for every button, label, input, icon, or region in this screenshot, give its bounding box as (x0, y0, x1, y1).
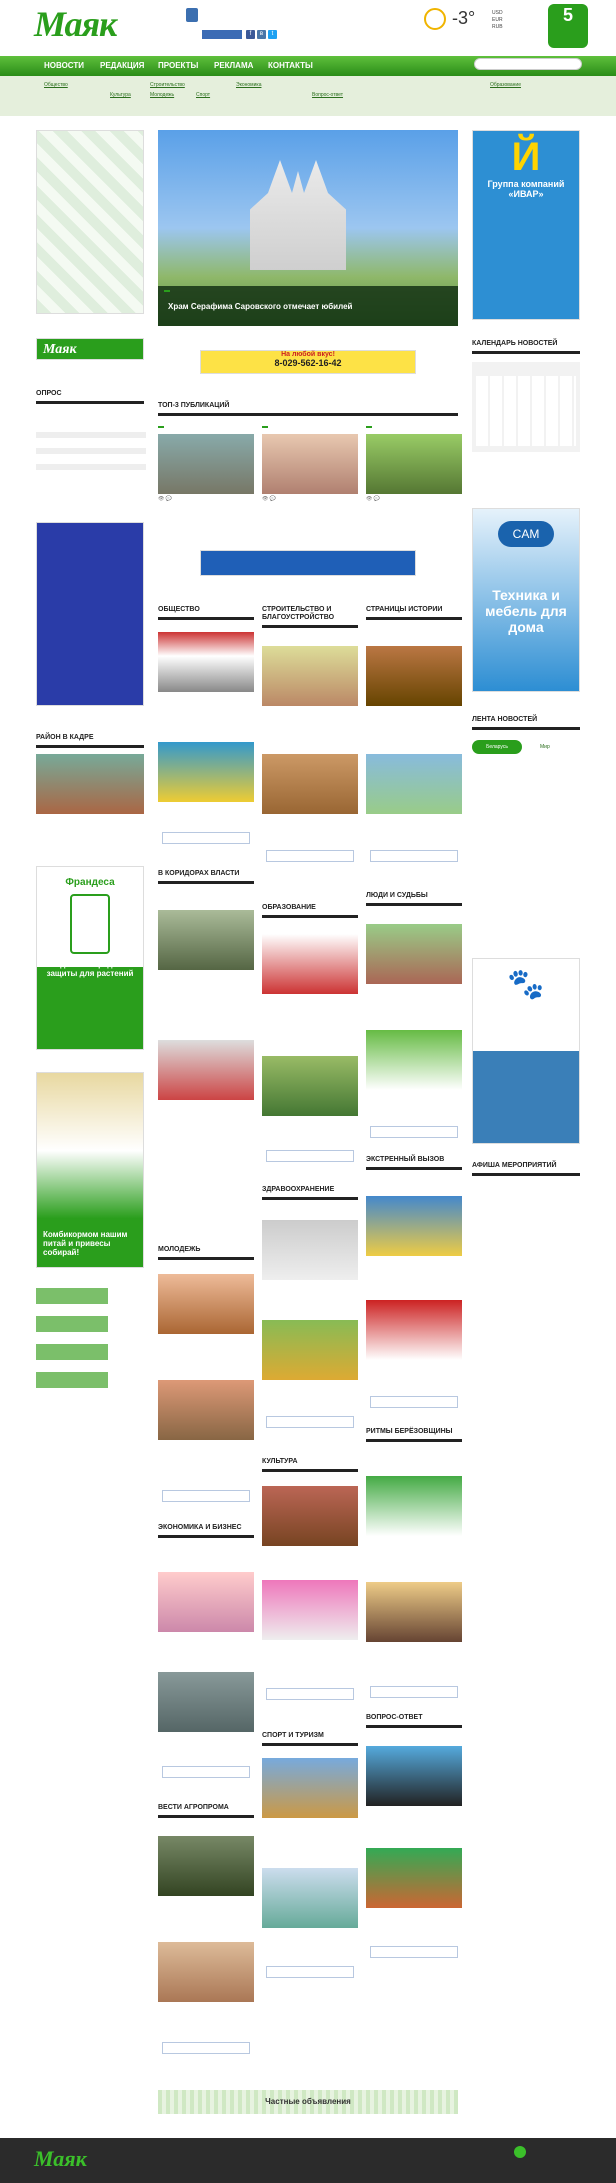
section-title[interactable]: В КОРИДОРАХ ВЛАСТИ (158, 870, 254, 884)
phone-ad-number: 8-029-562-16-42 (274, 358, 342, 368)
ivar-name: Группа компаний «ИВАР» (487, 179, 565, 199)
facebook-icon[interactable]: f (246, 30, 255, 39)
nav-item-editorial[interactable]: РЕДАКЦИЯ (100, 61, 145, 70)
site-footer (0, 2138, 616, 2183)
news-card[interactable] (366, 1196, 462, 1258)
section-title[interactable]: ВОПРОС-ОТВЕТ (366, 1714, 462, 1728)
featured-slider[interactable] (158, 130, 458, 326)
more-button[interactable] (162, 2042, 250, 2054)
subnav-item[interactable]: Спорт (196, 92, 211, 98)
poll-title: ОПРОС (36, 390, 144, 404)
poll-option[interactable] (36, 480, 146, 486)
section-title[interactable]: ЛЮДИ И СУДЬБЫ (366, 892, 462, 906)
anniversary-badge[interactable]: 5 (548, 4, 588, 48)
card-image[interactable] (366, 434, 462, 494)
news-card[interactable] (366, 924, 462, 986)
news-calendar[interactable] (472, 362, 580, 452)
feed-banner[interactable] (36, 1072, 144, 1268)
rate-rub: RUB (492, 24, 503, 30)
sun-icon (424, 8, 446, 30)
category-nav (0, 76, 616, 116)
footer-logo[interactable]: Маяк (34, 2146, 87, 2171)
more-button[interactable] (370, 1126, 458, 1138)
canister-icon (70, 894, 110, 954)
district-photo[interactable] (36, 754, 144, 814)
card-tag[interactable] (158, 426, 164, 428)
more-button[interactable] (370, 1946, 458, 1958)
news-card[interactable] (366, 1746, 462, 1808)
frandesa-banner[interactable] (36, 866, 144, 1050)
slider-tag (164, 290, 170, 292)
service-banner[interactable] (200, 550, 416, 576)
news-card[interactable] (158, 1942, 254, 2004)
news-card[interactable] (158, 1274, 254, 1336)
partner-links[interactable] (36, 1282, 108, 1394)
private-ads-bar[interactable]: Частные объявления (158, 2090, 458, 2114)
card-tag[interactable] (262, 426, 268, 428)
section-title[interactable]: ОБЩЕСТВО (158, 606, 254, 620)
card-meta: 👁 💬 (262, 496, 276, 502)
top3-card[interactable] (366, 426, 462, 502)
section-title[interactable]: КУЛЬТУРА (262, 1458, 358, 1472)
more-button[interactable] (266, 1688, 354, 1700)
temperature: -3° (452, 8, 476, 28)
more-button[interactable] (370, 1686, 458, 1698)
more-button[interactable] (162, 1490, 250, 1502)
news-card[interactable] (366, 754, 462, 816)
calendar-month (472, 362, 580, 366)
frandesa-logo: Франдеса (65, 877, 115, 888)
card-image[interactable] (158, 434, 254, 494)
church-illustration (238, 160, 358, 270)
section-title[interactable]: ОБРАЗОВАНИЕ (262, 904, 358, 918)
section-title[interactable]: СТРОИТЕЛЬСТВО И БЛАГОУСТРОЙСТВО (262, 606, 358, 628)
subnav-item[interactable]: Культура (110, 92, 131, 98)
news-card[interactable] (158, 1672, 254, 1734)
card-image[interactable] (262, 434, 358, 494)
vk-icon[interactable]: в (257, 30, 266, 39)
section-title[interactable]: РИТМЫ БЕРЁЗОВЩИНЫ (366, 1428, 462, 1442)
subnav-item[interactable]: Общество (44, 82, 68, 88)
section-title[interactable]: ВЕСТИ АГРОПРОМА (158, 1804, 254, 1818)
news-card[interactable] (262, 754, 358, 816)
news-card[interactable] (262, 1220, 358, 1282)
section-title[interactable]: ЗДРАВООХРАНЕНИЕ (262, 1186, 358, 1200)
subnav-item[interactable]: Молодежь (150, 92, 175, 98)
developer-icon (514, 2146, 526, 2158)
news-card[interactable] (158, 1040, 254, 1102)
subnav-item[interactable]: Вопрос-ответ (312, 92, 344, 98)
section-title[interactable]: ЭКСТРЕННЫЙ ВЫЗОВ (366, 1156, 462, 1170)
section-title[interactable]: ЭКОНОМИКА И БИЗНЕС (158, 1524, 254, 1538)
news-card[interactable] (158, 1380, 254, 1442)
more-button[interactable] (266, 1416, 354, 1428)
nav-item-contacts[interactable]: КОНТАКТЫ (268, 61, 313, 70)
rate-usd: USD (492, 10, 503, 16)
card-tag[interactable] (366, 426, 372, 428)
news-card[interactable] (262, 646, 358, 708)
news-card[interactable] (262, 1486, 358, 1548)
belkel-banner[interactable] (472, 958, 580, 1144)
tab-world[interactable]: Мир (540, 744, 550, 750)
crest-icon (186, 8, 198, 22)
paw-icon: 🐾 (507, 968, 545, 1001)
news-card[interactable] (262, 1580, 358, 1642)
nav-item-projects[interactable]: ПРОЕКТЫ (158, 61, 199, 70)
news-card[interactable] (262, 1868, 358, 1930)
currency-rates (492, 10, 544, 31)
more-button[interactable] (370, 1396, 458, 1408)
fravica-banner[interactable] (36, 130, 144, 314)
section-title[interactable]: СПОРТ И ТУРИЗМ (262, 1732, 358, 1746)
news-card[interactable] (262, 1758, 358, 1820)
section-title[interactable]: СТРАНИЦЫ ИСТОРИИ (366, 606, 462, 620)
news-card[interactable] (158, 632, 254, 694)
news-card[interactable] (158, 1572, 254, 1634)
phone-ad-text: На любой вкус! (281, 351, 335, 358)
subnav-item[interactable]: Образование (490, 82, 521, 88)
news-card[interactable] (366, 646, 462, 708)
news-card[interactable] (158, 1836, 254, 1898)
calendar-grid[interactable] (476, 376, 576, 446)
more-button[interactable] (370, 850, 458, 862)
sam-banner[interactable] (472, 508, 580, 692)
district-title: РАЙОН В КАДРЕ (36, 734, 144, 748)
more-button[interactable] (266, 1966, 354, 1978)
card-meta: 👁 💬 (366, 496, 380, 502)
frandesa-text: Надежные средства защиты для растений (46, 960, 134, 978)
blue-ad-banner[interactable] (36, 522, 144, 706)
feed-title: ЛЕНТА НОВОСТЕЙ (472, 716, 580, 730)
calendar-title: КАЛЕНДАРЬ НОВОСТЕЙ (472, 340, 580, 354)
news-card[interactable] (262, 1320, 358, 1382)
site-header (0, 0, 616, 56)
mayak-small-banner[interactable]: Маяк (36, 338, 144, 360)
more-button[interactable] (266, 850, 354, 862)
news-card[interactable] (262, 1056, 358, 1118)
sam-text: Техника и мебель для дома (485, 587, 567, 635)
subnav-item[interactable]: Строительство (150, 82, 185, 88)
nav-item-ads[interactable]: РЕКЛАМА (214, 61, 254, 70)
phone-ad[interactable] (200, 350, 416, 374)
poll-option[interactable] (36, 448, 146, 454)
rate-eur: EUR (492, 17, 503, 23)
news-card[interactable] (158, 742, 254, 804)
more-button[interactable] (162, 1766, 250, 1778)
afisha-title: АФИША МЕРОПРИЯТИЙ (472, 1162, 580, 1176)
news-card[interactable] (366, 1476, 462, 1538)
news-card[interactable] (262, 934, 358, 996)
poll-option[interactable] (36, 410, 146, 416)
search-input[interactable] (474, 58, 582, 70)
sam-logo-icon: CAM (498, 521, 554, 547)
poll-option[interactable] (36, 432, 146, 438)
more-button[interactable] (266, 1150, 354, 1162)
more-button[interactable] (162, 832, 250, 844)
twitter-icon[interactable]: t (268, 30, 277, 39)
slider-title[interactable]: Храм Серафима Саровского отмечает юбилей (168, 302, 353, 311)
ivar-logo-icon: Й (511, 135, 541, 179)
subnav-item[interactable]: Экономика (236, 82, 262, 88)
news-card[interactable] (366, 1300, 462, 1362)
slider-caption (158, 286, 458, 326)
poll-option[interactable] (36, 464, 146, 470)
news-card[interactable] (158, 910, 254, 972)
feed-text: Комбикормом нашим питай и привесы собирай! (43, 1230, 128, 1257)
top3-card[interactable] (262, 426, 358, 502)
news-card[interactable] (366, 1848, 462, 1910)
top3-card[interactable] (158, 426, 254, 502)
card-meta: 👁 💬 (158, 496, 172, 502)
tab-belarus[interactable]: Беларусь (472, 740, 522, 754)
site-logo[interactable]: Маяк (34, 4, 117, 44)
nav-item-news[interactable]: НОВОСТИ (44, 61, 85, 70)
news-card[interactable] (366, 1582, 462, 1644)
news-card[interactable] (366, 1030, 462, 1092)
top3-title: ТОП-3 ПУБЛИКАЦИЙ (158, 402, 458, 416)
section-title[interactable]: МОЛОДЕЖЬ (158, 1246, 254, 1260)
social-link-button[interactable] (202, 30, 242, 39)
ivar-banner[interactable] (472, 130, 580, 320)
